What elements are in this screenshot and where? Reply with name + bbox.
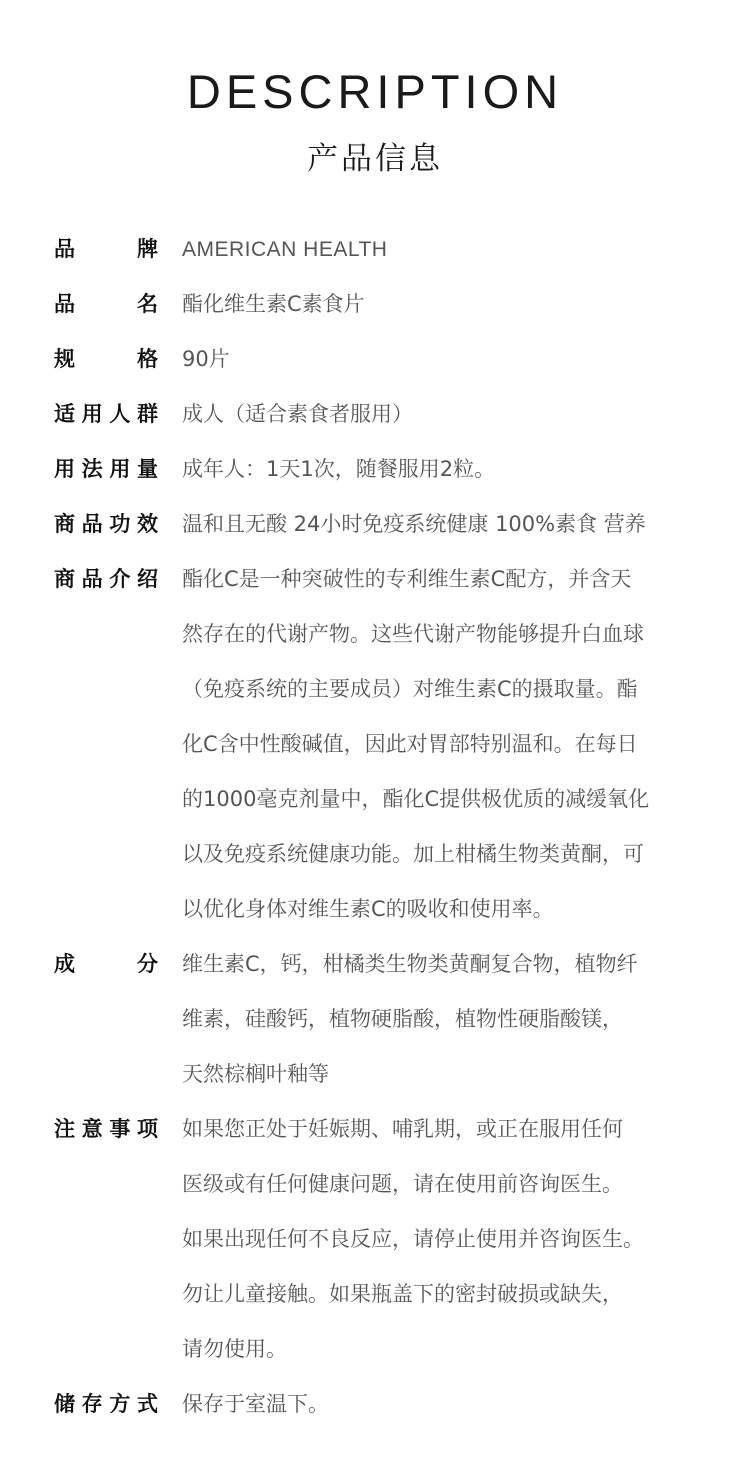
row-value-brand: AMERICAN HEALTH <box>182 238 388 261</box>
row-label-brand: 品 牌 <box>54 237 158 261</box>
row-value-target-group: 成人（适合素食者服用） <box>182 402 413 426</box>
row-value-storage: 保存于室温下。 <box>182 1392 329 1416</box>
row-label-ingredients: 成 分 <box>54 952 158 976</box>
row-value-introduction: 酯化C是一种突破性的专利维生素C配方，并含天 然存在的代谢产物。这些代谢产物能够提升白血球 （免疫系统的主要成员）对维生素C的摄取量。酯 化C含中性酸碱值，因此对胃部特别温和。在每日 的1000毫克剂量中，酯化C提供极优质的减缓氧化 以及免疫系统健康功能。加上柑橘生物类黄酮，可 以优化身体对维生素C的吸收和使用率。 <box>182 567 650 921</box>
row-label-target-group: 适用人群 <box>54 402 158 426</box>
row-label-product-name: 品 名 <box>54 292 158 316</box>
row-label-specification: 规 格 <box>54 347 158 371</box>
row-value-specification: 90片 <box>182 347 230 371</box>
page-title-english: DESCRIPTION <box>186 65 564 118</box>
row-value-ingredients: 维生素C，钙，柑橘类生物类黄酮复合物，植物纤 维素，硅酸钙，植物硬脂酸，植物性硬脂酸镁， 天然棕榈叶釉等 <box>182 952 638 1086</box>
page-title-chinese: 产品信息 <box>307 141 443 177</box>
row-label-precautions: 注意事项 <box>54 1117 158 1141</box>
row-label-storage: 储存方式 <box>54 1392 158 1416</box>
row-value-precautions: 如果您正处于妊娠期、哺乳期，或正在服用任何 医级或有任何健康问题，请在使用前咨询医生。 如果出现任何不良反应，请停止使用并咨询医生。 勿让儿童接触。如果瓶盖下的密封破损或缺失， 请勿使用。 <box>182 1117 644 1361</box>
row-value-product-name: 酯化维生素C素食片 <box>182 292 365 316</box>
row-value-dosage: 成年人：1天1次，随餐服用2粒。 <box>182 457 496 481</box>
row-label-dosage: 用法用量 <box>54 457 158 481</box>
row-label-efficacy: 商品功效 <box>54 512 158 536</box>
row-label-introduction: 商品介绍 <box>54 567 158 591</box>
row-value-efficacy: 温和且无酸 24小时免疫系统健康 100%素食 营养 <box>182 512 646 536</box>
